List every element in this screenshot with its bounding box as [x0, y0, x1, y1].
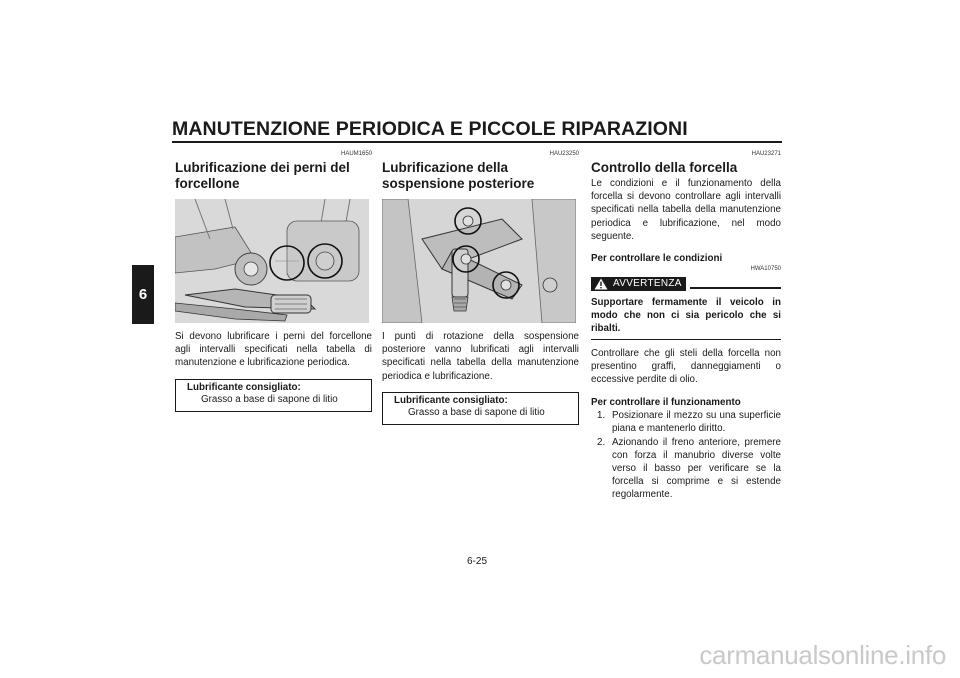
list-item [591, 436, 781, 502]
section-shift-pivots [175, 150, 372, 412]
fork-intro: Le condizioni e il funzionamento della forcella si devono controllare agli intervalli specificati nella tabella della manutenzione periodica e lubrificazione, nel modo seguente. [591, 178, 781, 242]
page-number: 6-25 [467, 556, 488, 567]
step-text: Posizionare il mezzo su una superficie piana e mantenerlo diritto. [612, 410, 781, 435]
watermark: carmanualsonline.info [699, 640, 946, 670]
warning-header [591, 277, 781, 291]
lubricant-box [175, 379, 372, 412]
section-code: HAU23250 [549, 151, 579, 157]
warning-badge [591, 277, 686, 291]
check-operation-title: Per controllare il funzionamento [591, 397, 741, 409]
list-item [591, 409, 781, 435]
rear-suspension-photo [382, 199, 576, 323]
section-body: I punti di rotazione della sospensione posteriore vanno lubrificati agli intervalli specificati nella tabella della manutenzione periodica e lubrificazione. [382, 331, 579, 382]
lubricant-box [382, 392, 579, 425]
section-rear-suspension [382, 150, 579, 425]
step-number: 2. [597, 436, 606, 448]
operation-steps [591, 409, 781, 501]
conditions-text: Controllare che gli steli della forcella non presentino graffi, danneggiamenti o eccessive perdite di olio. [591, 347, 781, 386]
title-rule [172, 141, 782, 143]
section-heading: Lubrificazione della sospensione posteriore [382, 160, 535, 191]
lubricant-label: Lubrificante consigliato: [394, 394, 508, 406]
step-text: Azionando il freno anteriore, premere con forza il manubrio diverse volte verso il basso per verificare se la forcella si comprime e si estende regolarmente. [612, 436, 781, 501]
shift-pedal-photo [175, 199, 369, 323]
section-body: Si devono lubrificare i perni del forcellone agli intervalli specificati nella tabella di manutenzione e lubrificazione periodica. [175, 331, 372, 369]
lubricant-value: Grasso a base di sapone di litio [201, 394, 338, 406]
section-code: HAU23271 [751, 151, 781, 157]
section-code: HAUM1650 [340, 151, 372, 157]
section-heading: Lubrificazione dei perni del forcellone [175, 160, 350, 191]
warning-label: AVVERTENZA [613, 278, 682, 290]
chapter-tab: 6 [132, 265, 154, 324]
warning-triangle-icon [594, 278, 608, 290]
section-heading: Controllo della forcella [591, 160, 738, 175]
step-number: 1. [597, 410, 606, 422]
section-fork-check [591, 150, 781, 502]
warning-rule [690, 287, 781, 288]
warning-code: HWA10750 [750, 266, 781, 273]
warning-text: Supportare fermamente il veicolo in modo che non ci sia pericolo che si ribalti. [591, 296, 781, 340]
lubricant-label: Lubrificante consigliato: [187, 381, 301, 393]
lubricant-value: Grasso a base di sapone di litio [408, 407, 545, 419]
page-title: MANUTENZIONE PERIODICA E PICCOLE RIPARAZIONI [172, 118, 688, 140]
check-conditions-title: Per controllare le condizioni [591, 253, 723, 265]
